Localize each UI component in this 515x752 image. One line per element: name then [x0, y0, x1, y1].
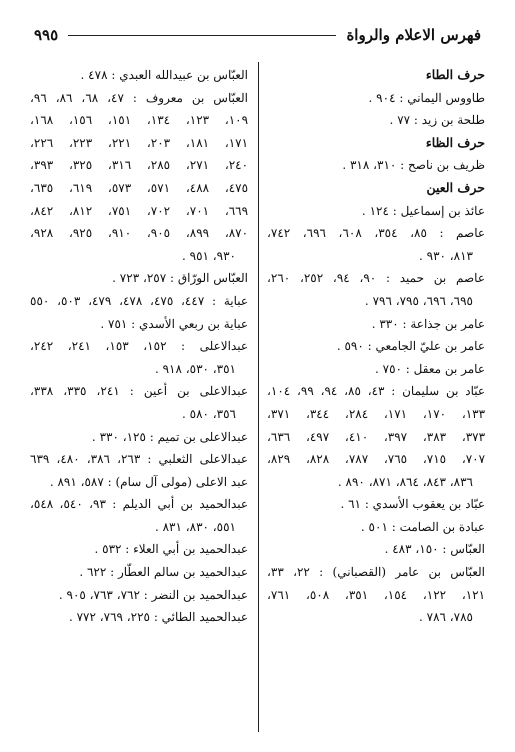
index-entry-line: ٢٤٠، ٢٧١، ٢٨٥، ٣١٦، ٣٢٥، ٣٩٣، [30, 158, 248, 173]
index-entry-line: عبدالاعلى بن تميم : ١٢٥، ٣٣٠ . [91, 429, 248, 444]
index-entry-line: ١٢١، ١٢٢، ١٥٤، ٣٥١، ٥٠٨، ٧٦١، [267, 587, 485, 602]
running-header [34, 24, 481, 46]
index-entry-line: عبدالاعلى بن أعين : ٢٤١، ٣٣٥، ٣٣٨، [30, 384, 248, 399]
right-column [267, 64, 485, 629]
index-entry-line: ظريف بن ناصح : ٣١٠، ٣١٨ . [342, 158, 485, 173]
index-entry-line: ٣٥٦، ٥٨٠ . [181, 406, 236, 421]
index-entry-line: ١٠٩، ١٢٣، ١٣٤، ١٥١، ١٥٦، ١٦٨، [30, 113, 248, 128]
index-entry-line: عبادة بن الصامت : ٥٠١ . [360, 519, 485, 534]
index-entry-line: ٨١٣، ٩٣٠ . [418, 248, 473, 263]
index-entry-line: عاصم بن حميد : ٩٠، ٩٤، ٢٥٢، ٢٦٠، [267, 271, 485, 286]
index-entry-line: ٥٥١، ٨٣٠، ٨٣١ . [154, 519, 236, 534]
index-entry-line: ٤٧٥، ٤٨٨، ٥٧١، ٥٧٣، ٦١٩، ٦٣٥، [30, 180, 248, 195]
index-entry-line: عبّاد بن يعقوب الأسدي : ٦١ . [340, 497, 485, 512]
index-entry-line: عبدالاعلى الثعلبي : ٢٦٣، ٣٨٦، ٤٨٠، ٦٣٩ [30, 452, 248, 467]
index-entry-line: العبّاس بن معروف : ٤٧، ٦٨، ٨٦، ٩٦، [30, 90, 248, 105]
index-entry-line: عبد الاعلى (مولى آل سام) : ٥٨٧، ٨٩١ . [49, 474, 248, 489]
index-entry-line: ٨٣٦، ٨٤٣، ٨٦٤، ٨٧١، ٨٩٠ . [337, 474, 473, 489]
index-entry-line: العبّاس : ١٥٠، ٤٨٣ . [384, 542, 485, 557]
index-entry-line: ٣٧٣، ٣٨٣، ٣٩٧، ٤١٠، ٤٩٧، ٦٣٦، [267, 429, 485, 444]
left-column [30, 64, 248, 629]
section-heading: حرف الطاء [425, 67, 485, 82]
index-entry-line: العبّاس بن عامر (القصباني) : ٢٢، ٣٣، [267, 565, 485, 580]
index-entry-line: عباية بن ربعي الأسدي : ٧٥١ . [100, 316, 248, 331]
page-number: ٩٩٥ [34, 26, 59, 44]
index-entry-line: ٣٥١، ٥٣٠، ٩١٨ . [154, 361, 236, 376]
index-entry-line: ١٣٣، ١٧٠، ١٧١، ٢٨٤، ٣٤٤، ٣٧١، [267, 406, 485, 421]
column-divider [258, 62, 259, 732]
index-entry-line: ٨٧٠، ٨٩٩، ٩٠٥، ٩١٠، ٩٢٥، ٩٢٨، [30, 226, 248, 241]
index-entry-line: عبدالحميد الطائي : ٢٢٥، ٧٦٩، ٧٧٢ . [68, 610, 248, 625]
index-entry-line: عبدالحميد بن سالم العطّار : ٦٢٢ . [79, 565, 248, 580]
header-rule [68, 35, 336, 36]
index-entry-line: ٧٠٧، ٧١٥، ٧٦٥، ٧٨٧، ٨٢٨، ٨٢٩، [267, 452, 485, 467]
index-entry-line: ٦٦٩، ٧٠١، ٧٠٢، ٧٥١، ٨١٢، ٨٤٢، [30, 203, 248, 218]
index-entry-line: ٦٩٥، ٦٩٦، ٧٩٥، ٧٩٦ . [364, 293, 473, 308]
index-entry-line: ٩٣٠، ٩٥١ . [181, 248, 236, 263]
section-heading: حرف العين [426, 179, 485, 195]
index-entry-line: طلحة بن زيد : ٧٧ . [389, 113, 485, 128]
index-entry-line: طاووس اليماني : ٩٠٤ . [368, 90, 485, 105]
index-entry-line: عبدالاعلى : ١٥٢، ١٥٣، ٢٤١، ٢٤٢، [30, 339, 248, 354]
header-title: فهرس الاعلام والرواة [346, 26, 481, 44]
index-entry-line: عامر بن عليّ الجامعي : ٥٩٠ . [336, 339, 485, 354]
index-entry-line: عبدالحميد بن أبي العلاء : ٥٣٢ . [94, 542, 248, 557]
index-entry-line: عبّاد بن سليمان : ٤٣، ٨٥، ٩٤، ٩٩، ١٠٤، [267, 384, 485, 399]
index-entry-line: ٧٨٥، ٧٨٦ . [418, 610, 473, 625]
index-entry-line: عبدالحميد بن أبي الديلم : ٩٣، ٥٤٠، ٥٤٨، [30, 497, 248, 512]
index-entry-line: العبّاس الورّاق : ٢٥٧، ٧٢٣ . [112, 271, 248, 286]
index-entry-line: عائذ بن إسماعيل : ١٢٤ . [361, 203, 485, 218]
index-entry-line: عامر بن جذاعة : ٣٣٠ . [371, 316, 485, 331]
index-entry-line: العبّاس بن عبيدالله العبدي : ٤٧٨ . [80, 68, 248, 82]
index-entry-line: عبدالحميد بن النضر : ٧٦٢، ٧٦٣، ٩٠٥ . [58, 587, 248, 602]
index-entry-line: عاصم : ٨٥، ٣٥٤، ٦٠٨، ٦٩٦، ٧٤٢، [267, 226, 485, 241]
section-heading: حرف الظاء [425, 134, 485, 150]
index-entry-line: ١٧١، ١٨١، ٢٠٣، ٢٢١، ٢٢٣، ٢٢٦، [30, 135, 248, 150]
index-entry-line: عباية : ٤٤٧، ٤٧٥، ٤٧٨، ٤٧٩، ٥٠٣، ٥٥٠ [30, 293, 248, 308]
index-entry-line: عامر بن معقل : ٧٥٠ . [375, 361, 485, 376]
